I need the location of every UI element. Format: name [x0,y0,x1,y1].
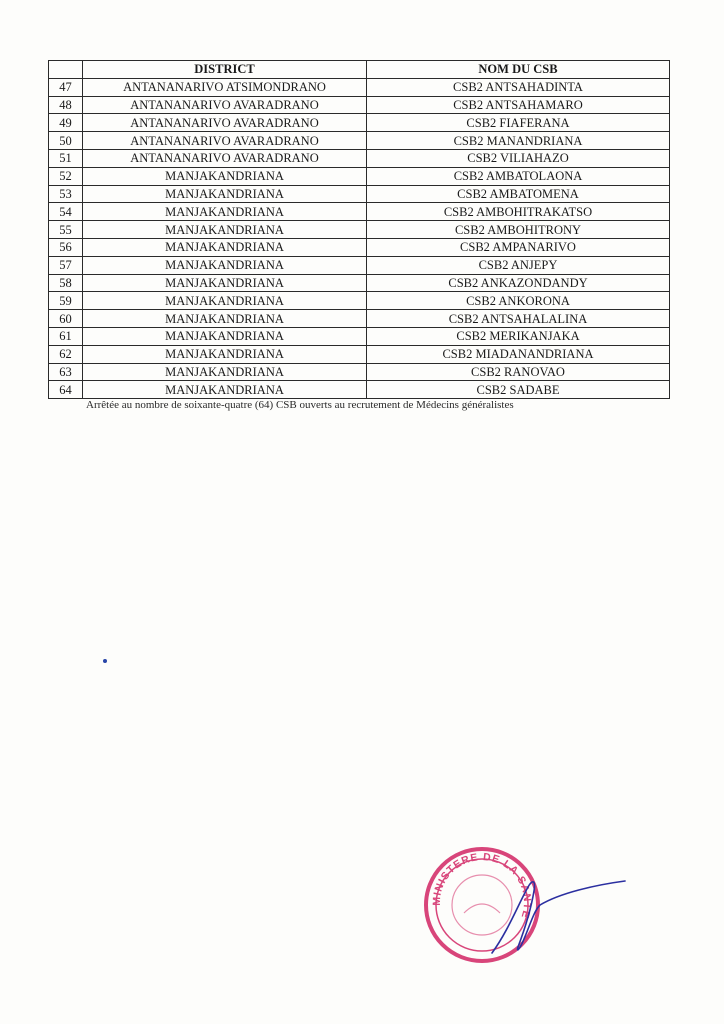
row-number: 57 [49,256,83,274]
table-row [49,96,670,114]
table-row [49,310,670,328]
row-district: MANJAKANDRIANA [83,345,367,363]
row-csb-name: CSB2 SADABE [367,381,670,399]
row-number: 62 [49,345,83,363]
csb-table [48,60,670,399]
row-district: MANJAKANDRIANA [83,203,367,221]
row-district: ANTANANARIVO AVARADRANO [83,114,367,132]
table-row [49,167,670,185]
table-row [49,256,670,274]
table-row [49,221,670,239]
row-district: MANJAKANDRIANA [83,292,367,310]
stamp-text: MINISTERE DE LA SANTE [430,851,534,921]
header-csb: NOM DU CSB [367,61,670,79]
row-district: MANJAKANDRIANA [83,363,367,381]
table-row [49,149,670,167]
row-district: MANJAKANDRIANA [83,167,367,185]
footnote: Arrêtée au nombre de soixante-quatre (64) CSB ouverts au recrutement de Médecins généralistes [86,399,514,411]
header-num [49,61,83,79]
row-district: MANJAKANDRIANA [83,381,367,399]
row-csb-name: CSB2 AMBOHITRONY [367,221,670,239]
row-number: 59 [49,292,83,310]
table-row [49,363,670,381]
row-district: MANJAKANDRIANA [83,238,367,256]
row-csb-name: CSB2 FIAFERANA [367,114,670,132]
row-number: 49 [49,114,83,132]
table-row [49,238,670,256]
table-row [49,203,670,221]
table-header-row [49,61,670,79]
row-csb-name: CSB2 ANTSAHAMARO [367,96,670,114]
header-district: DISTRICT [83,61,367,79]
row-csb-name: CSB2 RANOVAO [367,363,670,381]
row-csb-name: CSB2 MIADANANDRIANA [367,345,670,363]
table-row [49,185,670,203]
row-csb-name: CSB2 AMPANARIVO [367,238,670,256]
table-row [49,274,670,292]
row-csb-name: CSB2 VILIAHAZO [367,149,670,167]
row-csb-name: CSB2 ANTSAHALALINA [367,310,670,328]
table-row [49,114,670,132]
row-district: ANTANANARIVO AVARADRANO [83,149,367,167]
row-number: 48 [49,96,83,114]
table-row [49,381,670,399]
row-csb-name: CSB2 MERIKANJAKA [367,327,670,345]
row-number: 64 [49,381,83,399]
official-stamp-and-signature [420,835,630,975]
row-number: 61 [49,327,83,345]
row-district: MANJAKANDRIANA [83,185,367,203]
row-district: MANJAKANDRIANA [83,256,367,274]
table-row [49,292,670,310]
row-number: 60 [49,310,83,328]
table-row [49,132,670,150]
row-district: ANTANANARIVO ATSIMONDRANO [83,78,367,96]
table-row [49,327,670,345]
row-number: 54 [49,203,83,221]
row-csb-name: CSB2 ANTSAHADINTA [367,78,670,96]
row-csb-name: CSB2 MANANDRIANA [367,132,670,150]
row-number: 47 [49,78,83,96]
row-number: 55 [49,221,83,239]
row-csb-name: CSB2 AMBATOLAONA [367,167,670,185]
row-number: 53 [49,185,83,203]
signature [492,881,625,953]
row-csb-name: CSB2 ANKAZONDANDY [367,274,670,292]
row-number: 52 [49,167,83,185]
ink-dot [103,659,107,663]
row-district: MANJAKANDRIANA [83,327,367,345]
row-csb-name: CSB2 ANJEPY [367,256,670,274]
table-row [49,78,670,96]
row-district: MANJAKANDRIANA [83,310,367,328]
row-district: MANJAKANDRIANA [83,221,367,239]
row-district: ANTANANARIVO AVARADRANO [83,96,367,114]
row-number: 50 [49,132,83,150]
row-number: 58 [49,274,83,292]
row-csb-name: CSB2 AMBOHITRAKATSO [367,203,670,221]
row-number: 63 [49,363,83,381]
row-district: MANJAKANDRIANA [83,274,367,292]
row-csb-name: CSB2 ANKORONA [367,292,670,310]
row-district: ANTANANARIVO AVARADRANO [83,132,367,150]
table-row [49,345,670,363]
row-number: 56 [49,238,83,256]
row-csb-name: CSB2 AMBATOMENA [367,185,670,203]
row-number: 51 [49,149,83,167]
